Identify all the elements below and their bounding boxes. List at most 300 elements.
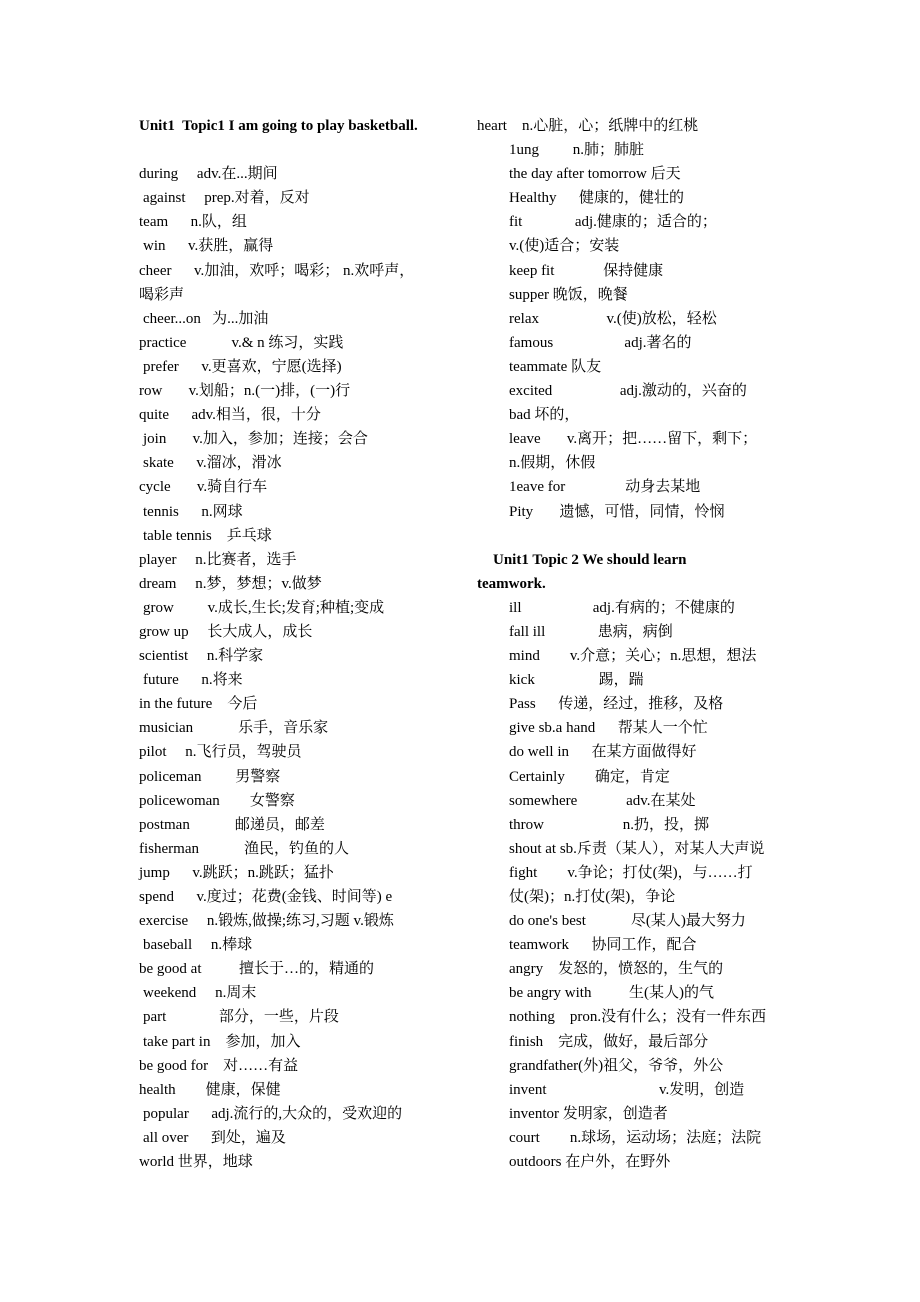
vocab-word: weekend	[143, 985, 197, 1002]
vocab-definition: v.加入，参加；连接；会合	[192, 431, 368, 448]
right-column	[477, 114, 797, 1174]
spacing	[186, 335, 231, 351]
vocab-definition: adv.相当，很，十分	[191, 407, 321, 424]
vocab-word: inventor	[509, 1105, 559, 1122]
vocab-word: Certainly	[509, 768, 565, 785]
vocab-word: jump	[139, 864, 170, 881]
spacing	[565, 479, 625, 495]
vocab-definition: v.划船；n.(一)排，(一)行	[188, 383, 351, 400]
vocab-entry	[139, 355, 459, 379]
vocab-word: team	[139, 214, 169, 231]
spacing	[201, 769, 235, 785]
vocab-entry	[139, 572, 459, 596]
vocab-word: part	[143, 1009, 167, 1026]
vocab-definition: 健康，保健	[205, 1081, 281, 1098]
vocab-entry	[477, 1102, 797, 1126]
vocab-entry	[477, 186, 797, 210]
vocab-definition: 乒乓球	[226, 527, 272, 544]
vocab-definition: 斥责（某人），对某人大声说	[576, 840, 765, 857]
spacing	[178, 166, 197, 182]
spacing	[553, 335, 624, 351]
vocab-word: nothing	[509, 1009, 555, 1026]
vocab-definition: adj.有病的；不健康的	[592, 599, 735, 616]
spacing	[171, 263, 194, 279]
vocab-word: row	[139, 383, 163, 400]
vocab-definition: 女警察	[249, 792, 295, 809]
vocab-word: all over	[143, 1129, 189, 1146]
spacing	[565, 769, 595, 785]
vocab-entry	[139, 451, 459, 475]
vocab-entry	[139, 475, 459, 499]
vocab-word: invent	[509, 1081, 547, 1098]
vocab-word: baseball	[143, 937, 193, 954]
vocab-definition: v.发明，创造	[659, 1081, 745, 1098]
vocab-entry	[477, 981, 797, 1005]
vocab-word: pilot	[139, 744, 167, 761]
spacing	[545, 624, 598, 640]
vocab-word: scientist	[139, 648, 189, 665]
vocab-entry	[139, 307, 459, 331]
vocab-definition: n.比赛者，选手	[195, 551, 297, 568]
vocab-word: player	[139, 551, 177, 568]
spacing	[591, 985, 629, 1001]
vocab-entry	[139, 909, 459, 933]
vocab-definition: n.将来	[201, 672, 243, 689]
vocab-entry	[139, 1078, 459, 1102]
vocab-word: the day after tomorrow	[509, 166, 647, 183]
vocab-definition: 世界，地球	[177, 1154, 253, 1171]
vocab-definition: 喝彩声	[139, 286, 185, 303]
vocab-word: heart	[477, 118, 507, 134]
vocab-entry	[139, 668, 459, 692]
vocab-word: prefer	[143, 358, 179, 375]
vocab-definition: 协同工作，配合	[591, 937, 697, 954]
spacing	[166, 1009, 219, 1025]
vocab-entry	[139, 740, 459, 764]
vocab-word: throw	[509, 816, 544, 833]
vocab-definition: 渔民，钓鱼的人	[243, 840, 349, 857]
vocab-entry	[477, 620, 797, 644]
spacing	[166, 431, 192, 447]
spacing	[555, 1009, 570, 1025]
vocab-entry	[477, 451, 797, 475]
vocab-definition: adj.流行的,大众的，受欢迎的	[211, 1105, 403, 1122]
vocab-entry	[139, 716, 459, 740]
vocab-entry	[477, 283, 797, 307]
vocab-word: grow	[143, 599, 174, 616]
vocab-entry	[139, 1030, 459, 1054]
spacing	[535, 672, 599, 688]
vocab-entry	[477, 259, 797, 283]
vocab-definition: pron.没有什么；没有一件东西	[569, 1009, 767, 1026]
vocab-entry	[477, 644, 797, 668]
vocab-word: cycle	[139, 479, 171, 496]
vocab-word: 1ung	[509, 142, 539, 159]
vocab-definition: v.骑自行车	[196, 479, 268, 496]
vocab-entry	[477, 837, 797, 861]
vocab-entry	[477, 668, 797, 692]
vocab-definition: n.队，组	[190, 214, 247, 231]
vocab-entry	[139, 1005, 459, 1029]
vocab-word: health	[139, 1081, 176, 1098]
spacing	[179, 672, 202, 688]
vocab-definition: 今后	[227, 696, 258, 713]
spacing	[522, 600, 593, 616]
vocab-definition: n.网球	[201, 503, 243, 520]
vocab-entry	[477, 1150, 797, 1174]
spacing	[176, 1082, 206, 1098]
vocab-definition: 踢，踹	[598, 672, 644, 689]
vocab-definition: v.跳跃；n.跳跃；猛扑	[192, 864, 334, 881]
vocab-definition: n.梦，梦想；v.做梦	[195, 575, 322, 592]
vocab-definition: 尽(某人)最大努力	[630, 913, 746, 930]
vocab-word: join	[143, 431, 167, 448]
vocab-word: ill	[509, 599, 522, 616]
vocab-definition: v.(使)适合；安装	[509, 238, 620, 255]
spacer	[477, 524, 797, 548]
spacing	[210, 1034, 225, 1050]
spacing	[212, 696, 227, 712]
vocab-definition: 生(某人)的气	[628, 985, 714, 1002]
vocab-entry	[477, 740, 797, 764]
vocab-definition: 坏的，	[534, 407, 580, 424]
spacing	[190, 817, 235, 833]
right-vocab-list-1	[477, 114, 797, 524]
spacing	[569, 744, 592, 760]
vocab-entry	[139, 1150, 459, 1174]
vocab-entry	[477, 789, 797, 813]
vocab-definition: n.周末	[215, 985, 257, 1002]
vocab-word: take part in	[143, 1033, 211, 1050]
spacing	[539, 311, 607, 327]
vocab-entry	[139, 500, 459, 524]
vocab-entry	[477, 716, 797, 740]
vocab-word: kick	[509, 672, 535, 689]
vocab-word: give sb.a hand	[509, 720, 596, 737]
vocab-word: practice	[139, 334, 187, 351]
vocab-word: famous	[509, 334, 554, 351]
vocab-definition: 后天	[650, 166, 681, 183]
vocab-entry	[477, 909, 797, 933]
spacing	[536, 696, 559, 712]
vocab-entry	[477, 957, 797, 981]
vocab-definition: v.争论；打仗(架)，与……打	[567, 864, 753, 881]
vocab-definition: adv.在某处	[626, 792, 696, 809]
vocab-definition: 帮某人一个忙	[617, 720, 708, 737]
right-vocab-list-2	[477, 596, 797, 1174]
vocab-word: supper	[509, 286, 549, 303]
vocab-entry	[477, 210, 797, 234]
spacing	[212, 528, 227, 544]
vocab-word: fit	[509, 214, 523, 231]
spacing	[577, 793, 626, 809]
vocab-entry	[139, 765, 459, 789]
unit1-topic2-heading-cont: teamwork.	[477, 575, 546, 592]
vocab-definition: adv.在...期间	[196, 166, 278, 183]
vocab-definition: 在某方面做得好	[591, 744, 697, 761]
vocab-entry	[139, 524, 459, 548]
vocab-entry	[139, 427, 459, 451]
spacing	[201, 311, 212, 327]
spacing	[170, 865, 193, 881]
vocab-entry	[477, 475, 797, 499]
vocab-definition: v.(使)放松，轻松	[606, 310, 717, 327]
vocab-definition: n.锻炼,做操;练习,习题 v.锻炼	[206, 913, 394, 930]
spacing	[179, 359, 202, 375]
spacing	[188, 648, 207, 664]
spacing	[552, 383, 620, 399]
vocab-word: table tennis	[143, 527, 212, 544]
spacing	[174, 889, 197, 905]
vocab-entry	[139, 283, 459, 307]
vocab-entry	[139, 692, 459, 716]
vocab-entry	[477, 1005, 797, 1029]
vocab-word: dream	[139, 575, 177, 592]
spacing	[199, 841, 244, 857]
vocab-definition: 在户外，在野外	[565, 1154, 671, 1171]
vocab-entry	[139, 210, 459, 234]
vocab-entry	[477, 355, 797, 379]
vocab-entry	[139, 1054, 459, 1078]
vocab-definition: n.心脏，心；纸牌中的红桃	[521, 118, 699, 134]
vocab-word: teammate	[509, 358, 568, 375]
vocab-entry	[139, 957, 459, 981]
spacing	[196, 985, 215, 1001]
vocab-entry	[139, 861, 459, 885]
vocab-word: somewhere	[509, 792, 578, 809]
vocab-definition: adj.健康的；适合的；	[574, 214, 717, 231]
spacing	[522, 214, 575, 230]
vocab-definition: n.球场，运动场；法庭；法院	[569, 1129, 762, 1146]
vocab-word: court	[509, 1129, 540, 1146]
vocab-definition: v.加油，欢呼；喝彩； n.欢呼声，	[193, 262, 415, 279]
vocab-entry	[139, 813, 459, 837]
vocab-entry	[139, 1102, 459, 1126]
vocab-word: 1eave for	[509, 479, 566, 496]
vocab-entry	[477, 861, 797, 885]
unit1-topic2-heading: Unit1 Topic 2 We should learn	[493, 551, 687, 568]
vocab-entry	[477, 427, 797, 451]
spacing	[166, 238, 189, 254]
vocab-definition: 晚饭，晚餐	[552, 286, 628, 303]
vocab-entry	[139, 403, 459, 427]
spacing	[176, 552, 195, 568]
vocab-word: policeman	[139, 768, 202, 785]
vocab-definition: 保持健康	[603, 262, 664, 279]
vocab-definition: v.成长,生长;发育;种植;变成	[207, 599, 385, 616]
spacing	[193, 720, 238, 736]
vocab-word: outdoors	[509, 1154, 562, 1171]
vocab-definition: 为...加油	[212, 310, 269, 327]
spacing	[554, 263, 603, 279]
vocab-entry	[139, 837, 459, 861]
spacing	[188, 1130, 211, 1146]
vocab-entry	[139, 885, 459, 909]
vocab-word: exercise	[139, 913, 189, 930]
left-column	[139, 114, 459, 1174]
vocab-word: grow up	[139, 623, 189, 640]
vocab-entry	[139, 259, 459, 283]
vocab-entry	[139, 234, 459, 258]
vocab-word: bad	[509, 407, 531, 424]
spacing	[543, 961, 558, 977]
unit1-topic1-heading: Unit1 Topic1 I am going to play basketball.	[139, 118, 418, 134]
vocab-entry	[139, 162, 459, 186]
vocab-word: tennis	[143, 503, 179, 520]
left-vocab-list	[139, 162, 459, 1174]
spacing	[176, 576, 195, 592]
vocab-entry	[477, 1078, 797, 1102]
vocab-word: popular	[143, 1105, 189, 1122]
vocab-definition: v.度过；花费(金钱、时间等) e	[196, 889, 393, 905]
vocab-word: be good at	[139, 961, 202, 978]
vocab-word: teamwork	[509, 937, 569, 954]
vocab-definition: 动身去某地	[625, 479, 701, 496]
vocab-entry	[477, 1126, 797, 1150]
vocab-entry	[477, 692, 797, 716]
vocab-word: against	[143, 190, 186, 207]
spacing	[188, 913, 207, 929]
vocab-definition: n.科学家	[206, 648, 264, 665]
spacing	[171, 479, 197, 495]
vocab-definition: v.介意；关心；n.思想，想法	[569, 648, 757, 665]
vocab-entry	[477, 403, 797, 427]
vocab-word: cheer...on	[143, 310, 201, 327]
vocab-entry	[477, 813, 797, 837]
vocab-entry	[139, 186, 459, 210]
vocab-word: grandfather	[509, 1057, 579, 1074]
spacing	[186, 190, 205, 206]
spacing	[540, 1130, 570, 1146]
vocab-word: be good for	[139, 1057, 209, 1074]
vocab-entry	[477, 1030, 797, 1054]
vocab-entry	[139, 548, 459, 572]
vocab-definition: 到处，遍及	[210, 1129, 286, 1146]
vocab-word: keep fit	[509, 262, 555, 279]
vocab-definition: adj.著名的	[624, 334, 692, 351]
vocab-word: Pass	[509, 696, 536, 713]
vocab-definition: v.溜冰，滑冰	[196, 455, 282, 472]
vocab-word: skate	[143, 455, 174, 472]
vocab-definition: 长大成人，成长	[207, 623, 313, 640]
vocab-definition: 参加，加入	[225, 1033, 301, 1050]
vocab-word: do well in	[509, 744, 569, 761]
vocab-entry	[477, 596, 797, 620]
vocab-definition: n.飞行员，驾驶员	[185, 744, 302, 761]
vocab-word: do one's best	[509, 913, 586, 930]
spacing	[220, 793, 250, 809]
vocab-entry	[139, 933, 459, 957]
vocab-definition: adj.激动的，兴奋的	[619, 383, 747, 400]
vocab-word: policewoman	[139, 792, 220, 809]
spacing	[544, 817, 623, 833]
spacing	[540, 648, 570, 664]
vocab-entry	[477, 933, 797, 957]
spacing	[586, 913, 631, 929]
spacing	[179, 504, 202, 520]
vocab-definition: v.离开；把……留下，剩下；	[566, 431, 758, 448]
spacing	[507, 118, 522, 134]
spacing	[201, 961, 239, 977]
spacing	[595, 720, 618, 736]
vocab-definition: 患病，病倒	[597, 623, 673, 640]
vocab-entry	[139, 789, 459, 813]
vocab-word: during	[139, 166, 179, 183]
vocab-word: spend	[139, 889, 174, 905]
vocab-definition: 男警察	[235, 768, 281, 785]
vocab-entry	[139, 620, 459, 644]
spacing	[189, 1106, 212, 1122]
vocab-entry	[477, 765, 797, 789]
spacing	[537, 865, 567, 881]
vocab-entry	[477, 114, 797, 138]
vocab-entry	[477, 379, 797, 403]
vocab-definition: 健康的，健壮的	[578, 190, 684, 207]
vocab-word: fight	[509, 864, 538, 881]
spacer	[139, 138, 459, 162]
vocab-word: angry	[509, 961, 544, 978]
spacing	[533, 504, 559, 520]
spacing	[547, 1082, 660, 1098]
vocab-definition: 队友	[571, 358, 602, 375]
vocab-word: musician	[139, 720, 194, 737]
spacing	[556, 190, 579, 206]
vocab-entry	[477, 500, 797, 524]
vocab-word: relax	[509, 310, 539, 327]
vocab-definition: 部分，一些，片段	[218, 1009, 339, 1026]
vocab-word: Pity	[509, 503, 534, 520]
vocab-definition: (外)祖父，爷爷，外公	[578, 1057, 724, 1074]
vocab-definition: n.假期，休假	[509, 455, 596, 472]
vocab-definition: v.更喜欢，宁愿(选择)	[201, 358, 342, 375]
vocab-definition: 仗(架)；n.打仗(架)，争论	[509, 889, 676, 905]
vocab-word: fisherman	[139, 840, 199, 857]
vocab-entry	[139, 981, 459, 1005]
vocab-definition: 传递，经过，推移，及格	[558, 696, 724, 713]
vocab-entry	[477, 331, 797, 355]
vocab-word: excited	[509, 383, 553, 400]
spacing	[167, 744, 186, 760]
vocab-word: in the future	[139, 696, 213, 713]
spacing	[543, 1034, 558, 1050]
vocab-definition: 发怒的，愤怒的，生气的	[558, 961, 724, 978]
vocab-word: mind	[509, 648, 540, 665]
vocab-entry	[477, 162, 797, 186]
vocab-word: future	[143, 672, 179, 689]
vocab-word: leave	[509, 431, 541, 448]
vocab-word: be angry with	[509, 985, 592, 1002]
vocab-word: postman	[139, 816, 190, 833]
spacing	[208, 1058, 223, 1074]
vocab-word: cheer	[139, 262, 172, 279]
vocab-entry	[477, 307, 797, 331]
vocab-word: finish	[509, 1033, 544, 1050]
spacing	[539, 142, 573, 158]
vocab-entry	[139, 644, 459, 668]
vocab-definition: 邮递员，邮差	[234, 816, 325, 833]
vocab-definition: prep.对着，反对	[204, 190, 310, 207]
vocab-definition: 完成，做好，最后部分	[558, 1033, 709, 1050]
vocab-definition: 对……有益	[223, 1057, 299, 1074]
vocab-word: quite	[139, 407, 169, 424]
vocab-entry	[477, 138, 797, 162]
spacing	[192, 937, 211, 953]
vocab-word: fall ill	[509, 623, 546, 640]
vocab-definition: v.& n 练习，实践	[231, 334, 344, 351]
spacing	[569, 937, 592, 953]
vocab-definition: 遗憾，可惜，同情，怜悯	[559, 503, 725, 520]
spacing	[189, 624, 208, 640]
